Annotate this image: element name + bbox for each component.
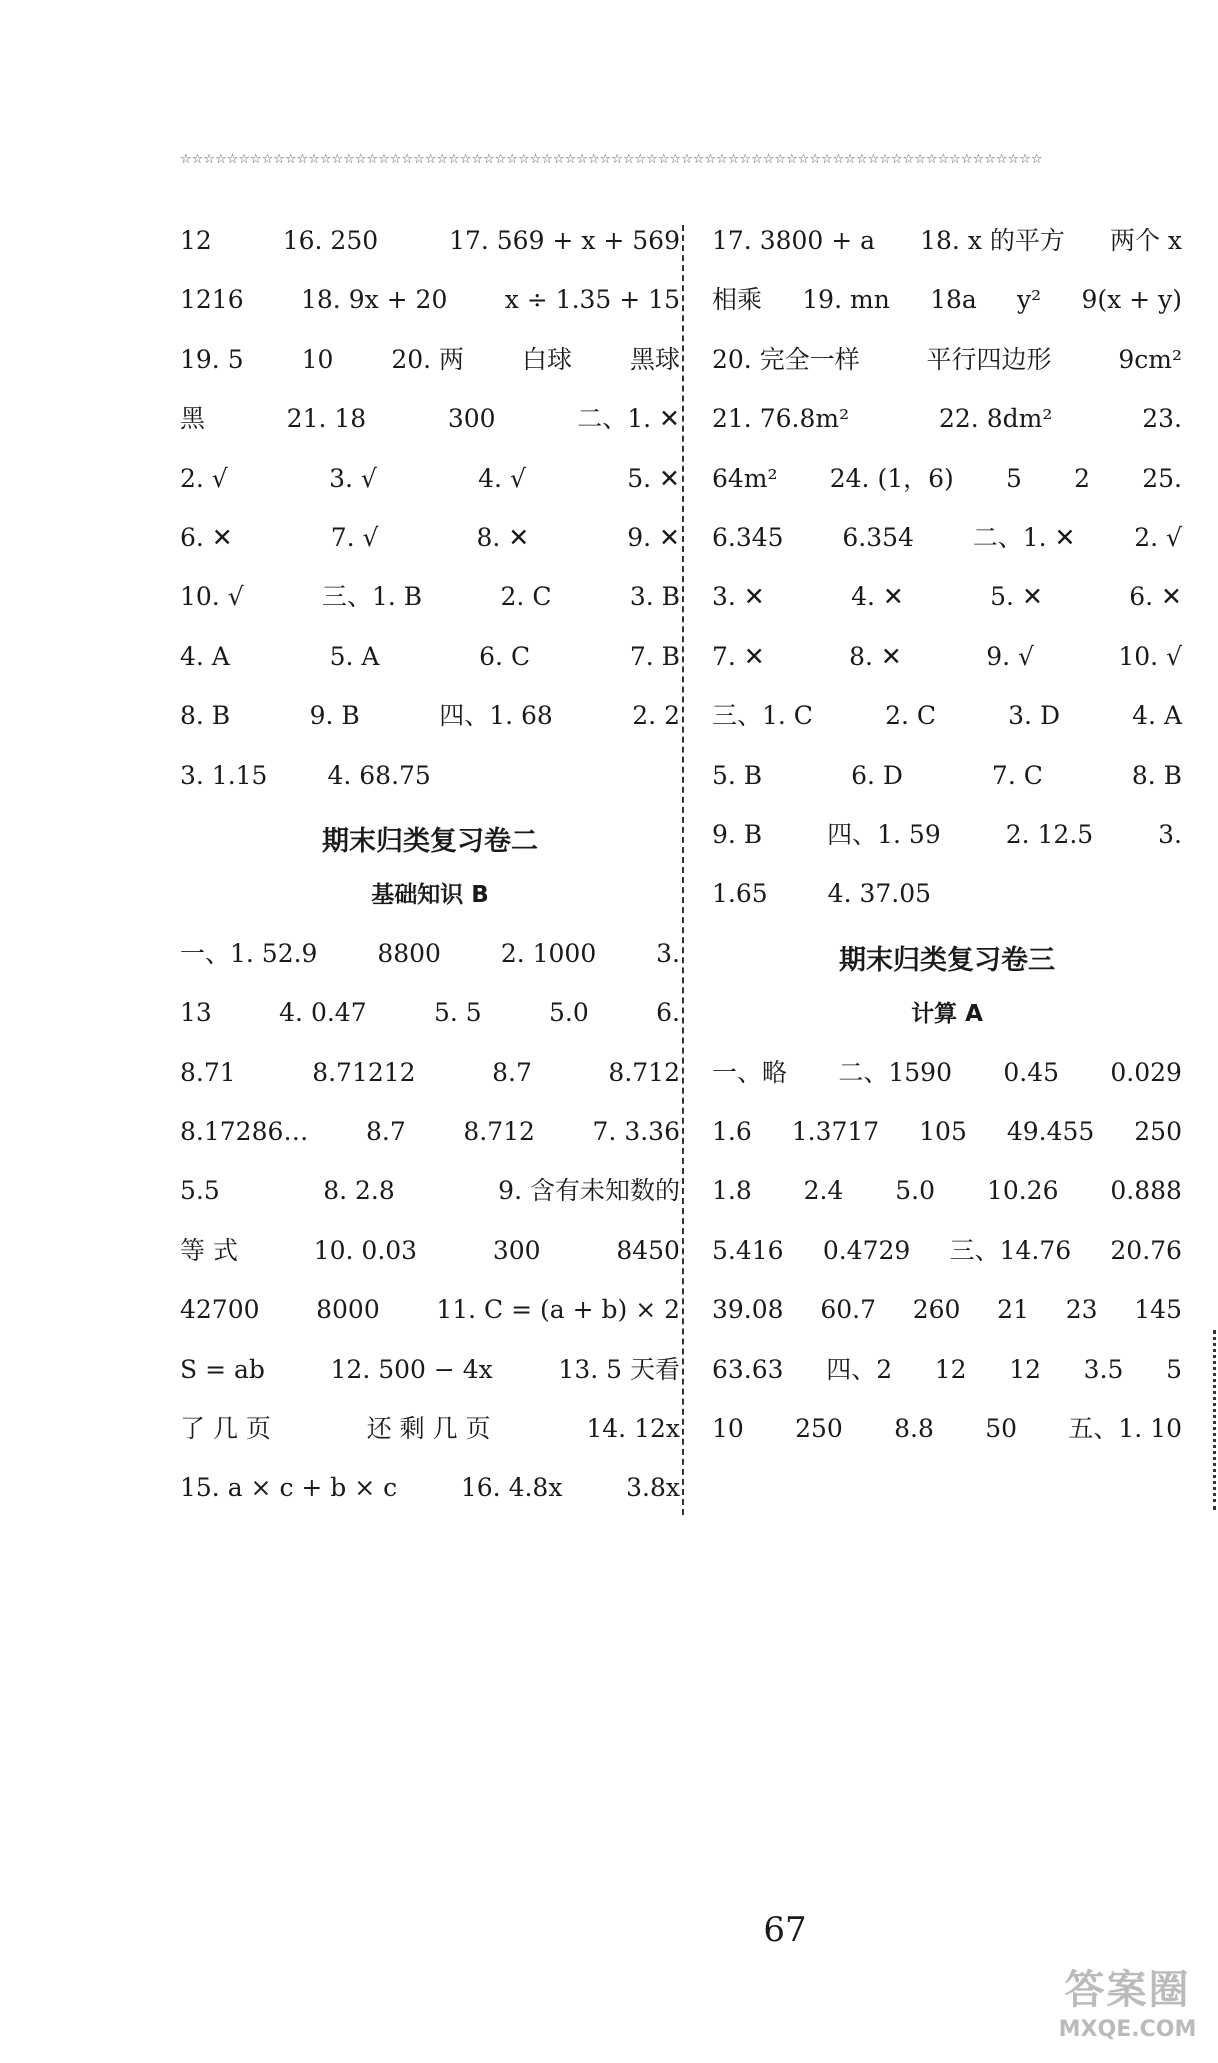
answer-item: 3. √ (329, 463, 377, 493)
answer-line (712, 581, 1182, 613)
answer-line (180, 1354, 680, 1386)
answer-line (180, 1175, 680, 1207)
answer-line (180, 997, 680, 1029)
answer-item: 16. 250 (282, 226, 379, 255)
answer-line (180, 344, 680, 376)
answer-item: 白球 (522, 344, 573, 374)
answer-item: 5. A (329, 641, 380, 671)
answer-item: 10. √ (1118, 641, 1182, 671)
answer-item: 四、1. 68 (439, 701, 553, 731)
star-border: ☆☆☆☆☆☆☆☆☆☆☆☆☆☆☆☆☆☆☆☆☆☆☆☆☆☆☆☆☆☆☆☆☆☆☆☆☆☆☆☆☆☆☆☆☆☆☆☆☆☆☆☆☆☆☆☆☆☆☆☆☆☆☆☆☆☆☆☆☆☆☆☆☆☆ (180, 152, 1043, 167)
answer-line (712, 1354, 1182, 1386)
answer-item: 10.26 (986, 1176, 1059, 1206)
answer-item: 平行四边形 (926, 344, 1052, 374)
answer-item: 2. 12.5 (1005, 820, 1094, 849)
answer-item: 21. 76.8m² (712, 404, 850, 434)
answer-item: 19. 5 (180, 344, 244, 374)
answer-item: 23. (1142, 404, 1182, 434)
column-divider (682, 225, 684, 1515)
answer-item: 14. 12x (586, 1414, 680, 1443)
answer-item: 8.17286… (180, 1117, 309, 1146)
answer-item: 4. ✕ (851, 582, 904, 612)
answer-line (712, 344, 1182, 376)
answer-item: 5. B (712, 760, 763, 790)
answer-line (180, 1413, 680, 1445)
answer-item: 5.416 (712, 1235, 784, 1265)
answer-line (180, 284, 680, 316)
answer-item: 1.6 (712, 1117, 752, 1146)
answer-item: 18a (930, 285, 977, 315)
answer-item: 22. 8dm² (939, 404, 1053, 434)
answer-item: 300 (447, 404, 496, 434)
page-number: 67 (763, 1910, 807, 1950)
answer-item: S = ab (180, 1354, 265, 1384)
answer-item: 1.3717 (791, 1117, 880, 1146)
answer-item: 9(x + y) (1081, 285, 1182, 315)
answer-item: 二、1. ✕ (577, 404, 680, 434)
answer-item: 6. D (851, 760, 903, 790)
section-heading: 期末归类复习卷三 (839, 944, 1055, 976)
answer-item: 2. √ (180, 463, 228, 493)
answer-item: 6. ✕ (180, 523, 233, 552)
answer-item: 21 (997, 1295, 1029, 1325)
answer-item: 6. ✕ (1129, 582, 1182, 612)
answer-item: 6. (656, 998, 680, 1028)
answer-item: 5.0 (549, 998, 589, 1028)
answer-item: 17. 3800 + a (712, 226, 876, 255)
answer-item: 13. 5 天看 (558, 1354, 680, 1384)
answer-item: 2. 1000 (500, 938, 597, 968)
answer-item: 12. 500 − 4x (330, 1354, 493, 1384)
answer-item: 8.7 (365, 1117, 406, 1146)
answer-item: 300 (492, 1235, 541, 1265)
answer-item: 7. ✕ (712, 641, 765, 671)
answer-item: 8.712 (608, 1057, 680, 1087)
answer-item: 相乘 (712, 285, 763, 315)
answer-item: 8000 (316, 1295, 380, 1325)
answer-item: 8. ✕ (476, 523, 530, 552)
answer-item: 还 剩 几 页 (366, 1414, 491, 1443)
answer-item: 4. A (180, 641, 230, 671)
answer-item: 20.76 (1110, 1235, 1182, 1265)
answer-item: 5. ✕ (990, 582, 1043, 612)
answer-line (180, 225, 680, 257)
answer-item: 13 (180, 998, 212, 1028)
watermark-url: MXQE.COM (1058, 2017, 1197, 2042)
answer-line (180, 938, 680, 970)
answer-item: 了 几 页 (180, 1414, 271, 1443)
answer-line (180, 463, 680, 495)
answer-line (712, 700, 1182, 732)
answer-item: 21. 18 (286, 404, 367, 434)
answer-item: 250 (795, 1414, 843, 1443)
answer-item: 三、14.76 (949, 1235, 1072, 1265)
answer-item: 105 (919, 1117, 967, 1146)
answer-item: 3. ✕ (712, 582, 765, 612)
answer-line (712, 1057, 1182, 1089)
answer-item: 五、1. 10 (1068, 1414, 1182, 1443)
answer-item: 3. D (1008, 701, 1060, 731)
answer-item: x ÷ 1.35 + 15 (504, 285, 680, 315)
answer-item: 20. 完全一样 (712, 344, 860, 374)
answer-item: 7. 3.36 (592, 1117, 680, 1146)
answer-item: 3. B (629, 582, 680, 612)
answer-item: 9cm² (1118, 344, 1182, 374)
answer-item: 2. C (885, 701, 937, 731)
answer-line (712, 1175, 1182, 1207)
answer-item: 8.7 (492, 1057, 532, 1087)
answer-item: 三、1. C (712, 701, 813, 731)
answer-item: 16. 4.8x (460, 1473, 563, 1503)
answer-line (180, 641, 680, 673)
answer-item: 2. C (500, 582, 552, 612)
answer-item: 3.8x (626, 1473, 680, 1503)
answer-line (712, 1294, 1182, 1326)
answer-item: 4. 37.05 (827, 879, 932, 909)
answer-item: 2. 2 (632, 701, 680, 731)
answer-line (712, 225, 1182, 257)
answer-line (180, 1235, 680, 1267)
answer-item: 39.08 (712, 1295, 784, 1325)
answer-item: 2.4 (803, 1176, 844, 1206)
answer-line (712, 284, 1182, 316)
answer-item: 3.5 (1083, 1354, 1124, 1384)
answer-item: 18. x 的平方 (920, 226, 1065, 255)
answer-item: 260 (912, 1295, 961, 1325)
answer-line (180, 1057, 680, 1089)
answer-item: 7. √ (330, 523, 379, 552)
edge-mark (1213, 1330, 1216, 1510)
answer-line (712, 403, 1182, 435)
answer-line (712, 819, 1182, 851)
answer-item: 1.8 (712, 1176, 752, 1206)
answer-item: 18. 9x + 20 (300, 285, 448, 315)
answer-item: 5. 5 (433, 998, 482, 1028)
answer-item: 9. B (309, 701, 360, 731)
answer-item: 64m² (712, 463, 778, 493)
answer-item: 6.354 (842, 523, 914, 552)
answer-item: 3. (656, 938, 680, 968)
answer-item: 8. B (1131, 760, 1182, 790)
answer-item: 9. B (712, 820, 763, 849)
answer-item: 12 (934, 1354, 967, 1384)
answer-line (180, 700, 680, 732)
answer-item: 20. 两 (391, 344, 465, 374)
answer-item: 等 式 (180, 1235, 238, 1265)
answer-line (180, 522, 680, 554)
answer-item: 8. B (180, 701, 231, 731)
answer-line (180, 1472, 680, 1504)
watermark-logo-text: 答案圈 (1064, 1967, 1191, 2013)
answer-item: 6. C (479, 641, 531, 671)
answer-item: 250 (1134, 1117, 1182, 1146)
answer-item: 4. A (1132, 701, 1182, 731)
answer-item: 8.8 (894, 1414, 934, 1443)
answer-item: 23 (1065, 1295, 1098, 1325)
answer-line (712, 522, 1182, 554)
answer-item: 19. mn (802, 285, 890, 315)
section-subheading: 计算 A (911, 1001, 983, 1028)
answer-item: 1.65 (712, 879, 768, 909)
answer-item: 三、1. B (322, 582, 423, 612)
answer-item: 8450 (616, 1235, 680, 1265)
answer-line (180, 760, 680, 792)
answer-item: 8.71 (180, 1057, 236, 1087)
answer-item: 3. (1158, 820, 1182, 849)
answer-item: 42700 (180, 1295, 260, 1325)
answer-line (712, 878, 1182, 910)
answer-item: 7. B (629, 641, 680, 671)
answer-item: 一、1. 52.9 (180, 938, 318, 968)
section-heading: 期末归类复习卷二 (322, 826, 538, 857)
answer-item: 25. (1142, 463, 1182, 493)
answer-item: 0.029 (1110, 1057, 1182, 1087)
answer-item: 8. ✕ (849, 641, 902, 671)
answer-item: 24. (1，6) (829, 463, 954, 493)
answer-item: 11. C = (a + b) × 2 (436, 1295, 680, 1325)
answer-line (712, 1116, 1182, 1148)
answer-item: 10. 0.03 (313, 1235, 418, 1265)
answer-item: 一、略 (712, 1057, 788, 1087)
answer-item: 7. C (991, 760, 1043, 790)
answer-item: 四、2 (826, 1354, 893, 1384)
answer-item: 5 (1005, 463, 1022, 493)
watermark (1040, 1965, 1215, 2055)
answer-item: 145 (1134, 1295, 1182, 1325)
answer-item: 黑球 (629, 344, 680, 374)
answer-item: 50 (985, 1414, 1018, 1443)
answer-item: 4. √ (478, 463, 526, 493)
answer-item: 二、1. ✕ (972, 523, 1076, 552)
answer-item: 黑 (180, 404, 206, 434)
answer-item: 2 (1074, 463, 1090, 493)
answer-item: 二、1590 (838, 1057, 952, 1087)
answer-line (712, 1413, 1182, 1445)
answer-item: 12 (1009, 1354, 1042, 1384)
answer-line (180, 1116, 680, 1148)
answer-line (712, 1235, 1182, 1267)
answer-item: 4. 68.75 (327, 760, 431, 790)
answer-item: 10 (301, 344, 334, 374)
answer-item: 8.71212 (312, 1057, 416, 1087)
answer-line (712, 463, 1182, 495)
answer-line (180, 581, 680, 613)
answer-item: 60.7 (820, 1295, 876, 1325)
answer-item: 0.888 (1110, 1176, 1182, 1206)
answer-item: 0.45 (1003, 1057, 1060, 1087)
answer-item: 8.712 (463, 1117, 535, 1146)
answer-item: 49.455 (1006, 1117, 1095, 1146)
answer-item: 10. √ (180, 582, 244, 612)
answer-item: 63.63 (712, 1354, 784, 1384)
answer-item: 17. 569 + x + 569 (449, 226, 680, 255)
answer-item: 5. ✕ (627, 463, 680, 493)
answer-line (712, 641, 1182, 673)
answer-item: 1216 (180, 285, 244, 315)
answer-item: 9. 含有未知数的 (498, 1176, 680, 1206)
answer-line (180, 1294, 680, 1326)
answer-item: 四、1. 59 (827, 820, 941, 849)
answer-item: 两个 x (1109, 226, 1182, 255)
answer-item: 6.345 (712, 523, 784, 552)
answer-item: 5 (1166, 1354, 1182, 1384)
answer-item: 12 (180, 226, 212, 255)
answer-item: 3. 1.15 (180, 760, 268, 790)
answer-item: 0.4729 (822, 1235, 911, 1265)
answer-item: 9. √ (986, 641, 1034, 671)
answer-item: 2. √ (1134, 523, 1182, 552)
answer-item: 8800 (377, 938, 441, 968)
answer-item: 5.0 (895, 1176, 936, 1206)
answer-line (712, 760, 1182, 792)
answer-item: 10 (712, 1414, 744, 1443)
answer-item: 15. a × c + b × c (180, 1473, 398, 1503)
section-subheading: 基础知识 B (371, 882, 489, 909)
answer-item: y² (1017, 285, 1042, 315)
answer-item: 4. 0.47 (279, 998, 367, 1028)
answer-item: 9. ✕ (627, 523, 680, 552)
answer-item: 5.5 (180, 1176, 220, 1206)
answer-item: 8. 2.8 (323, 1176, 395, 1206)
answer-line (180, 403, 680, 435)
